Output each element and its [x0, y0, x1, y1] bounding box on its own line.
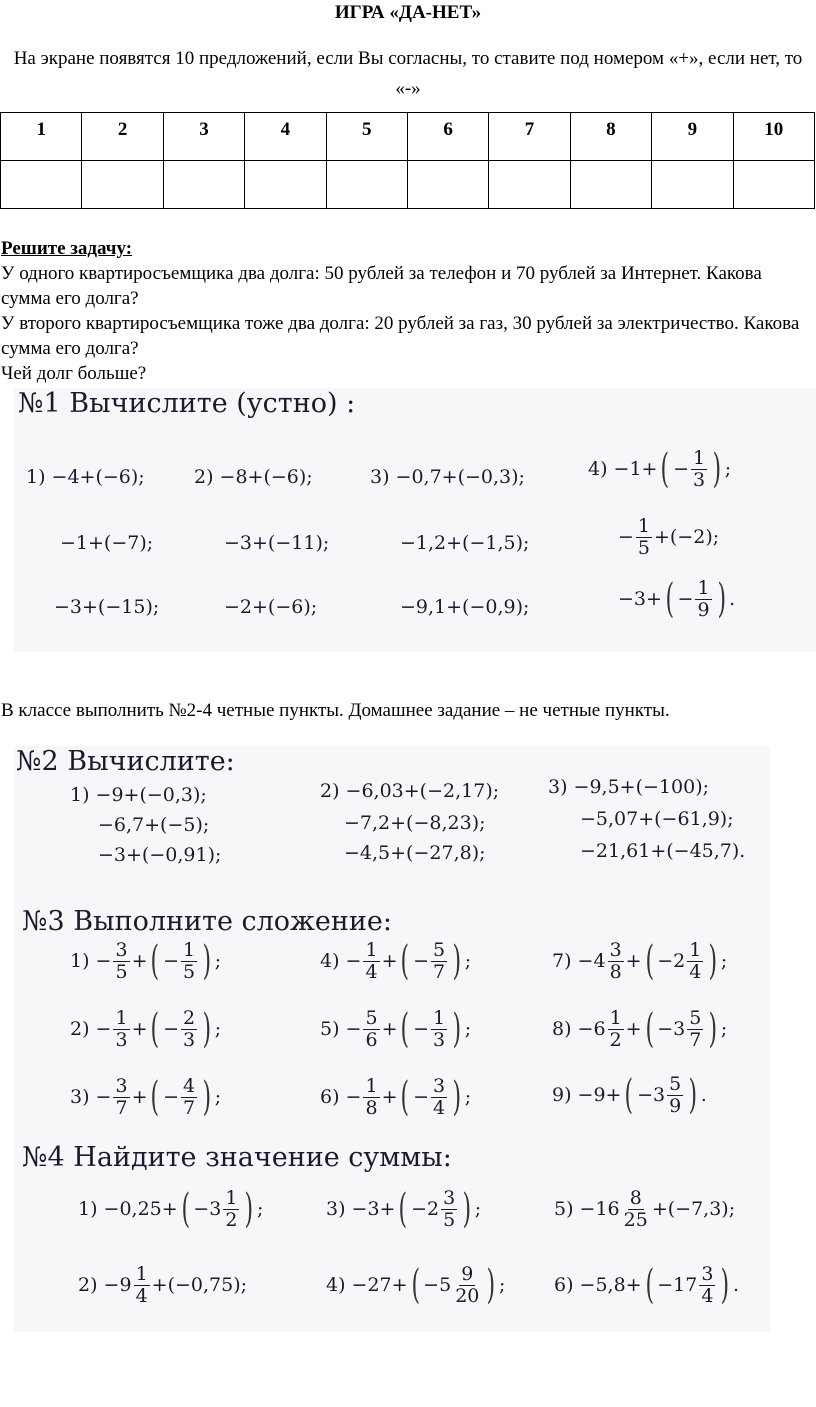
exercise-3-heading: №3 Выполните сложение:: [22, 906, 392, 937]
ex3-item: 6) − $\frac{1}{8}$ + ( − 3 4 ) ;: [320, 1074, 472, 1121]
answer-cell[interactable]: [82, 161, 163, 209]
answer-cell[interactable]: [733, 161, 814, 209]
ex4-item: 3) −3+ ( − 2 3 5 ) ;: [326, 1186, 482, 1233]
table-header-cell: 3: [163, 113, 244, 161]
ex1-item: 3) −0,7+(−0,3);: [370, 466, 525, 488]
ex2-item: −5,07+(−61,9);: [580, 808, 734, 830]
answer-cell[interactable]: [570, 161, 651, 209]
ex4-item: 4) −27+ ( − 5 9 20 ) ;: [326, 1262, 506, 1309]
class-note: В классе выполнить №2-4 четные пункты. Домашнее задание – не четные пункты.: [1, 700, 670, 721]
ex1-item: −3+(−11);: [224, 532, 330, 554]
exercises-2-4-image: [14, 746, 770, 1332]
ex2-item: −4,5+(−27,8);: [344, 842, 486, 864]
task-heading: Решите задачу:: [1, 238, 133, 259]
ex4-item: 1) −0,25+ ( − 3 1 2 ) ;: [78, 1186, 264, 1233]
ex2-item: 1) −9+(−0,3);: [70, 784, 207, 806]
ex1-item: −9,1+(−0,9);: [400, 596, 530, 618]
page-title: ИГРА «ДА-НЕТ»: [334, 2, 482, 23]
ex3-item: 9) −9+ ( − 3 5 9 ) .: [552, 1072, 707, 1119]
ex3-item: 3) − $\frac{3}{7}$ + ( − 4 7 ) ;: [70, 1074, 222, 1121]
table-header-cell: 8: [570, 113, 651, 161]
ex1-item: 4) −1+ ( − 1 3 ) ;: [588, 446, 732, 493]
ex1-item: −2+(−6);: [224, 596, 318, 618]
exercise-1-image: [14, 388, 816, 652]
exercise-4-heading: №4 Найдите значение суммы:: [22, 1142, 452, 1173]
answer-cell[interactable]: [652, 161, 733, 209]
ex1-item: −1,2+(−1,5);: [400, 532, 530, 554]
ex2-item: −21,61+(−45,7).: [580, 840, 746, 862]
ex4-item: 2) −9 1 4 +(−0,75);: [78, 1263, 248, 1307]
task-line-2: У второго квартиросъемщика тоже два долга: 20 рублей за газ, 30 рублей за электричество. Какова сумма его долга?: [1, 313, 800, 359]
answer-cell[interactable]: [245, 161, 326, 209]
word-problem: [1, 236, 813, 386]
exercise-2-heading: №2 Вычислите:: [16, 746, 235, 777]
answer-cell[interactable]: [1, 161, 82, 209]
answer-table: [0, 112, 815, 209]
ex2-item: −6,7+(−5);: [98, 814, 210, 836]
table-header-cell: 9: [652, 113, 733, 161]
ex2-item: −3+(−0,91);: [98, 844, 222, 866]
exercise-1-heading: №1 Вычислите (устно) :: [18, 388, 356, 419]
ex1-item: − 1 5 +(−2);: [618, 515, 720, 559]
table-header-cell: 10: [733, 113, 814, 161]
task-line-1: У одного квартиросъемщика два долга: 50 рублей за телефон и 70 рублей за Интернет. Какова сумма его долга?: [1, 263, 762, 309]
answer-cell[interactable]: [163, 161, 244, 209]
table-header-cell: 1: [1, 113, 82, 161]
ex3-item: 8) −6 1 2 + ( − 3 5 7 ) ;: [552, 1006, 728, 1053]
ex1-item: 1) −4+(−6);: [26, 466, 145, 488]
answer-cell[interactable]: [489, 161, 570, 209]
ex1-item: −3+ ( − 1 9 ) .: [618, 576, 736, 623]
ex3-item: 2) − $\frac{1}{3}$ + ( − 2 3 ) ;: [70, 1006, 222, 1053]
intro-text: На экране появятся 10 предложений, если Вы согласны, то ставите под номером «+», если нет, то «-»: [13, 48, 803, 99]
ex2-item: 2) −6,03+(−2,17);: [320, 780, 500, 802]
ex2-item: 3) −9,5+(−100);: [548, 776, 710, 798]
ex4-item: 6) −5,8+ ( − 17 3 4 ) .: [554, 1262, 740, 1309]
ex1-item: 2) −8+(−6);: [194, 466, 313, 488]
table-header-cell: 7: [489, 113, 570, 161]
table-header-cell: 2: [82, 113, 163, 161]
ex3-item: 7) −4 3 8 + ( − 2 1 4 ) ;: [552, 938, 728, 985]
answer-cell[interactable]: [326, 161, 407, 209]
ex3-item: 1) − $\frac{3}{5}$ + ( − 1 5 ) ;: [70, 938, 222, 985]
answer-cell[interactable]: [407, 161, 488, 209]
ex3-item: 5) − $\frac{5}{6}$ + ( − 1 3 ) ;: [320, 1006, 472, 1053]
table-header-cell: 5: [326, 113, 407, 161]
table-header-cell: 4: [245, 113, 326, 161]
ex4-item: 5) −16 8 25 +(−7,3);: [554, 1187, 736, 1231]
ex1-item: −1+(−7);: [60, 532, 154, 554]
ex3-item: 4) − $\frac{1}{4}$ + ( − 5 7 ) ;: [320, 938, 472, 985]
table-header-cell: 6: [407, 113, 488, 161]
task-line-3: Чей долг больше?: [1, 363, 147, 384]
ex1-item: −3+(−15);: [54, 596, 160, 618]
ex2-item: −7,2+(−8,23);: [344, 812, 486, 834]
